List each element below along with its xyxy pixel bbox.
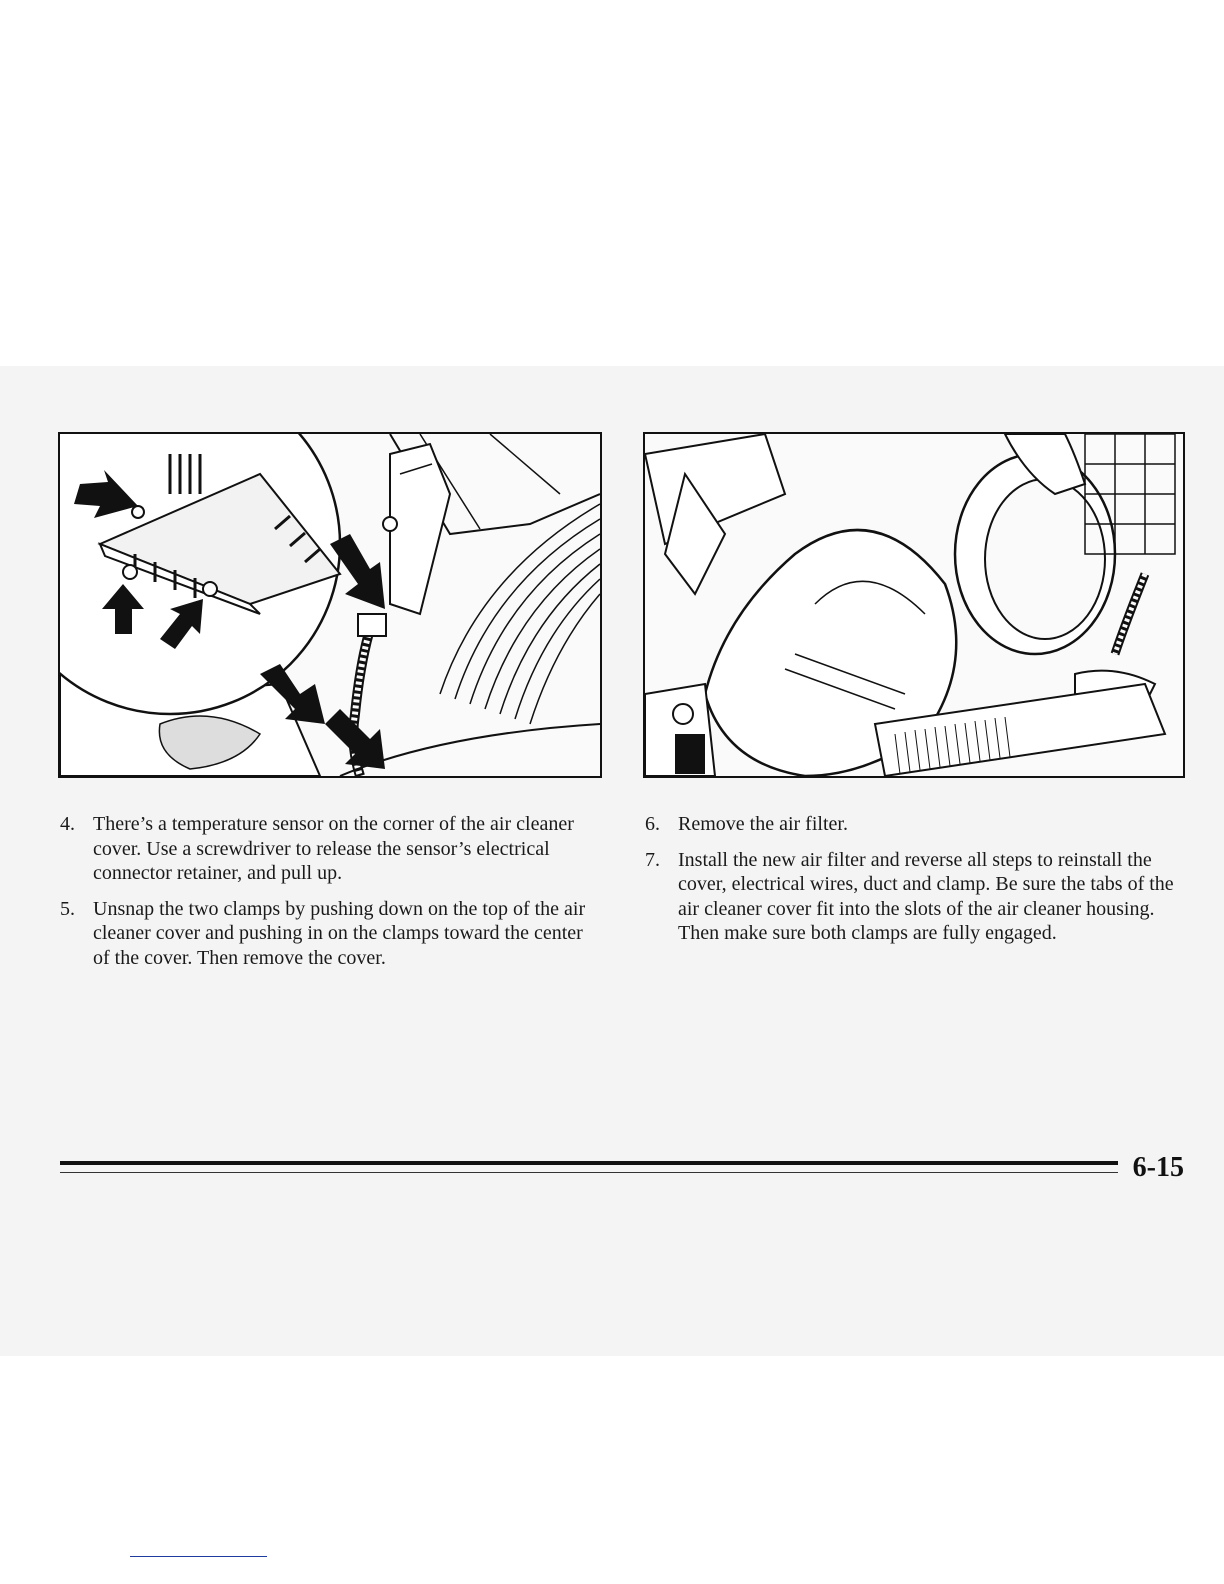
step-5 (60, 897, 600, 971)
footer-rule-thin (60, 1172, 1118, 1173)
instruction-steps-right (645, 812, 1183, 957)
step-4 (60, 812, 600, 886)
step-text: There’s a temperature sensor on the corner of the air cleaner cover. Use a screwdriver to release the sensor’s electrical connector retainer, and pull up. (93, 813, 574, 884)
page-number: 6-15 (1132, 1152, 1184, 1183)
footer-divider (130, 1556, 267, 1557)
step-number: 5. (60, 897, 75, 920)
step-number: 4. (60, 813, 75, 835)
footer-rule (60, 1161, 1118, 1165)
step-6 (645, 812, 1183, 837)
instruction-steps-left (60, 812, 600, 981)
step-number: 6. (645, 813, 660, 835)
step-text: Unsnap the two clamps by pushing down on the top of the air cleaner cover and pushing in on the clamps toward the center of the cover. Then remove the cover. (93, 897, 586, 969)
air-cleaner-cover-illustration (58, 432, 602, 778)
step-number: 7. (645, 848, 660, 871)
air-filter-removal-illustration (643, 432, 1185, 778)
step-7 (645, 848, 1183, 946)
step-text: Install the new air filter and reverse all steps to reinstall the cover, electrical wires, duct and clamp. Be sure the tabs of the air cleaner cover fit into the slots of the air cleaner housing. Then make sure both clamps are fully engaged. (678, 848, 1174, 944)
step-text: Remove the air filter. (678, 813, 848, 835)
